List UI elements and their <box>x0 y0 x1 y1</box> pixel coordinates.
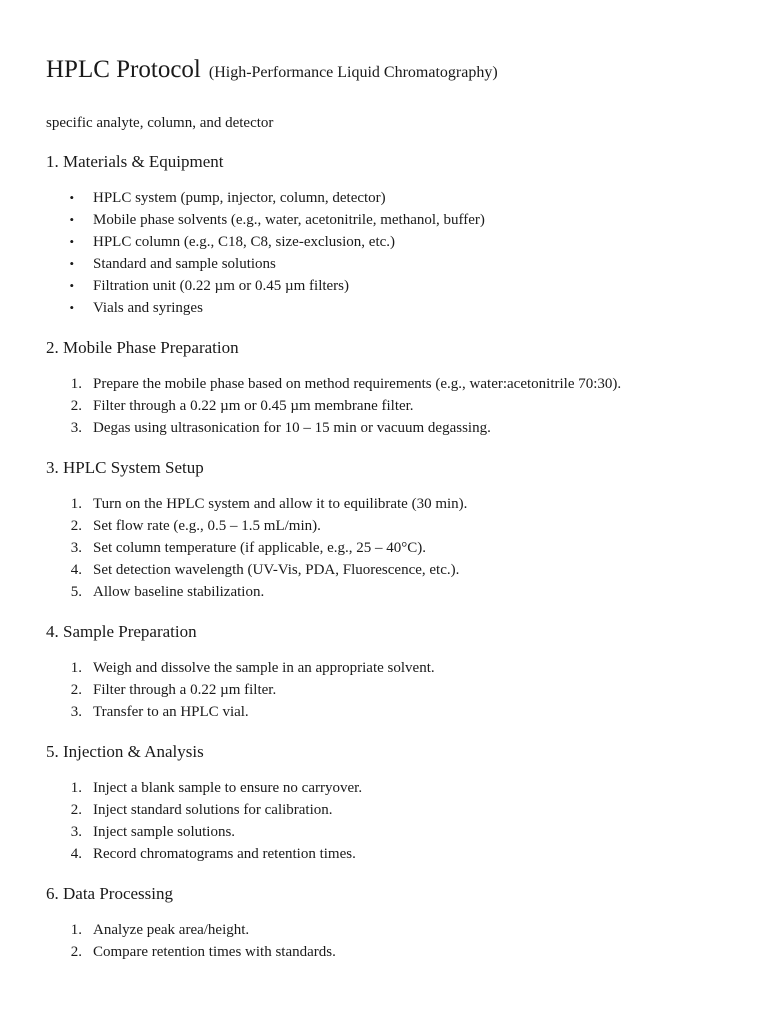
item-text: Set flow rate (e.g., 0.5 – 1.5 mL/min). <box>93 518 321 534</box>
item-number: 1. <box>70 496 82 512</box>
item-text: Analyze peak area/height. <box>93 922 250 938</box>
list-item <box>46 581 722 603</box>
section-heading: 4. Sample Preparation <box>46 622 197 641</box>
item-text: Filter through a 0.22 µm filter. <box>93 682 277 698</box>
section-4 <box>46 620 722 723</box>
item-text: Weigh and dissolve the sample in an appropriate solvent. <box>93 660 435 676</box>
list-item <box>46 657 722 679</box>
item-text: Vials and syringes <box>93 300 203 316</box>
item-text: Record chromatograms and retention times. <box>93 846 356 862</box>
list-item <box>46 941 722 963</box>
list-item <box>46 187 722 209</box>
list-item <box>46 799 722 821</box>
list-item <box>46 515 722 537</box>
item-number: 2. <box>70 802 82 818</box>
item-number: 4. <box>70 846 82 862</box>
item-number: 2. <box>70 682 82 698</box>
item-text: Prepare the mobile phase based on method requirements (e.g., water:acetonitrile 70:30). <box>93 376 622 392</box>
item-number: 5. <box>70 584 82 600</box>
numbered-list <box>46 493 722 603</box>
list-item <box>46 373 722 395</box>
list-item <box>46 209 722 231</box>
item-number: 1. <box>70 376 82 392</box>
section-3 <box>46 456 722 603</box>
item-number: 1. <box>70 922 82 938</box>
section-heading: 3. HPLC System Setup <box>46 458 204 477</box>
item-number: 3. <box>70 704 82 720</box>
item-number: 3. <box>70 420 82 436</box>
section-1 <box>46 150 722 319</box>
list-item <box>46 275 722 297</box>
sections-container <box>46 150 722 963</box>
item-text: Transfer to an HPLC vial. <box>93 704 249 720</box>
section-6 <box>46 882 722 963</box>
section-heading: 6. Data Processing <box>46 884 174 903</box>
list-item <box>46 493 722 515</box>
list-item <box>46 559 722 581</box>
list-item <box>46 297 722 319</box>
item-text: Inject standard solutions for calibration. <box>93 802 333 818</box>
list-item <box>46 679 722 701</box>
item-text: HPLC column (e.g., C18, C8, size-exclusion, etc.) <box>93 234 396 250</box>
list-item <box>46 231 722 253</box>
item-number: 3. <box>70 824 82 840</box>
list-item <box>46 701 722 723</box>
section-5 <box>46 740 722 865</box>
item-text: Filtration unit (0.22 µm or 0.45 µm filters) <box>93 278 350 294</box>
item-text: Allow baseline stabilization. <box>93 584 265 600</box>
bullet-icon: • <box>69 256 74 271</box>
list-item <box>46 417 722 439</box>
intro-text: specific analyte, column, and detector <box>46 115 274 131</box>
item-text: Filter through a 0.22 µm or 0.45 µm membrane filter. <box>93 398 414 414</box>
list-item <box>46 821 722 843</box>
numbered-list <box>46 373 722 439</box>
item-text: Mobile phase solvents (e.g., water, acetonitrile, methanol, buffer) <box>93 212 485 228</box>
title-subtitle: (High-Performance Liquid Chromatography) <box>208 64 498 81</box>
bullet-icon: • <box>69 278 74 293</box>
section-heading: 5. Injection & Analysis <box>46 742 204 761</box>
list-item <box>46 919 722 941</box>
item-number: 2. <box>70 398 82 414</box>
item-number: 4. <box>70 562 82 578</box>
bullet-icon: • <box>69 212 74 227</box>
list-item <box>46 537 722 559</box>
item-text: Degas using ultrasonication for 10 – 15 min or vacuum degassing. <box>93 420 491 436</box>
item-text: Set column temperature (if applicable, e.g., 25 – 40°C). <box>93 540 426 556</box>
title-main: HPLC Protocol <box>46 56 201 83</box>
list-item <box>46 253 722 275</box>
item-number: 3. <box>70 540 82 556</box>
bullet-icon: • <box>69 234 74 249</box>
list-item <box>46 843 722 865</box>
numbered-list <box>46 919 722 963</box>
item-text: Inject sample solutions. <box>93 824 236 840</box>
item-text: HPLC system (pump, injector, column, detector) <box>93 190 386 206</box>
bullet-icon: • <box>69 190 74 205</box>
item-text: Compare retention times with standards. <box>93 944 336 960</box>
numbered-list <box>46 777 722 865</box>
list-item <box>46 395 722 417</box>
item-text: Standard and sample solutions <box>93 256 276 272</box>
list-item <box>46 777 722 799</box>
item-number: 2. <box>70 944 82 960</box>
item-text: Turn on the HPLC system and allow it to equilibrate (30 min). <box>93 496 468 512</box>
item-number: 1. <box>70 660 82 676</box>
section-heading: 2. Mobile Phase Preparation <box>46 338 239 357</box>
section-heading: 1. Materials & Equipment <box>46 152 224 171</box>
bullet-list <box>46 187 722 319</box>
item-text: Inject a blank sample to ensure no carryover. <box>93 780 363 796</box>
item-number: 2. <box>70 518 82 534</box>
item-number: 1. <box>70 780 82 796</box>
section-2 <box>46 336 722 439</box>
bullet-icon: • <box>69 300 74 315</box>
document-title <box>46 50 722 89</box>
item-text: Set detection wavelength (UV-Vis, PDA, Fluorescence, etc.). <box>93 562 460 578</box>
numbered-list <box>46 657 722 723</box>
